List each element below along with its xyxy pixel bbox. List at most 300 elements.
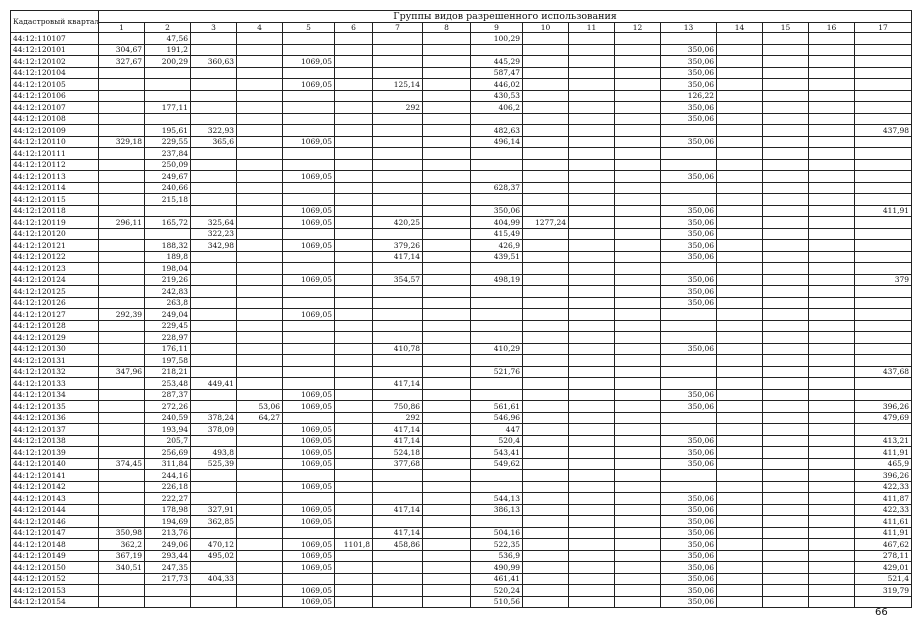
value-cell-group-17: 411,91 <box>855 447 912 459</box>
value-cell-group-5 <box>283 228 335 240</box>
value-cell-group-6 <box>335 309 373 321</box>
value-cell-group-6 <box>335 343 373 355</box>
value-cell-group-13: 350,06 <box>661 297 717 309</box>
value-cell-group-16 <box>809 470 855 482</box>
value-cell-group-10 <box>523 240 569 252</box>
table-row <box>11 355 912 367</box>
value-cell-group-12 <box>615 481 661 493</box>
value-cell-group-13: 350,06 <box>661 205 717 217</box>
value-cell-group-9: 350,06 <box>471 205 523 217</box>
value-cell-group-10 <box>523 79 569 91</box>
group-number-10: 10 <box>523 23 569 33</box>
value-cell-group-15 <box>763 125 809 137</box>
value-cell-group-3 <box>191 171 237 183</box>
value-cell-group-7 <box>373 148 423 160</box>
value-cell-group-3 <box>191 309 237 321</box>
value-cell-group-7 <box>373 332 423 344</box>
value-cell-group-13: 350,06 <box>661 562 717 574</box>
value-cell-group-8 <box>423 136 471 148</box>
value-cell-group-13: 350,06 <box>661 389 717 401</box>
table-row <box>11 366 912 378</box>
value-cell-group-1 <box>99 401 145 413</box>
value-cell-group-14 <box>717 67 763 79</box>
value-cell-group-3 <box>191 274 237 286</box>
value-cell-group-6 <box>335 136 373 148</box>
value-cell-group-7 <box>373 159 423 171</box>
value-cell-group-3: 322,93 <box>191 125 237 137</box>
cadastral-value-table <box>10 10 912 608</box>
value-cell-group-12 <box>615 389 661 401</box>
value-cell-group-8 <box>423 148 471 160</box>
table-row <box>11 148 912 160</box>
value-cell-group-16 <box>809 194 855 206</box>
value-cell-group-3 <box>191 366 237 378</box>
value-cell-group-7 <box>373 228 423 240</box>
value-cell-group-4 <box>237 240 283 252</box>
value-cell-group-3 <box>191 113 237 125</box>
value-cell-group-12 <box>615 251 661 263</box>
value-cell-group-1 <box>99 159 145 171</box>
value-cell-group-10 <box>523 401 569 413</box>
quarter-cell: 44:12:120101 <box>11 44 99 56</box>
value-cell-group-9: 510,56 <box>471 596 523 608</box>
quarter-cell: 44:12:120108 <box>11 113 99 125</box>
value-cell-group-10 <box>523 182 569 194</box>
value-cell-group-13 <box>661 182 717 194</box>
value-cell-group-5: 1069,05 <box>283 309 335 321</box>
value-cell-group-5 <box>283 113 335 125</box>
value-cell-group-9 <box>471 332 523 344</box>
value-cell-group-3 <box>191 493 237 505</box>
value-cell-group-7 <box>373 90 423 102</box>
value-cell-group-15 <box>763 343 809 355</box>
value-cell-group-7 <box>373 389 423 401</box>
value-cell-group-6 <box>335 504 373 516</box>
value-cell-group-17: 411,61 <box>855 516 912 528</box>
table-row <box>11 504 912 516</box>
value-cell-group-2: 240,66 <box>145 182 191 194</box>
value-cell-group-9: 536,9 <box>471 550 523 562</box>
value-cell-group-1 <box>99 274 145 286</box>
table-row <box>11 481 912 493</box>
value-cell-group-11 <box>569 424 615 436</box>
value-cell-group-1: 327,67 <box>99 56 145 68</box>
value-cell-group-15 <box>763 585 809 597</box>
value-cell-group-17 <box>855 251 912 263</box>
value-cell-group-14 <box>717 343 763 355</box>
value-cell-group-4 <box>237 217 283 229</box>
value-cell-group-17 <box>855 33 912 45</box>
value-cell-group-6 <box>335 481 373 493</box>
table-row <box>11 424 912 436</box>
value-cell-group-16 <box>809 458 855 470</box>
value-cell-group-14 <box>717 44 763 56</box>
value-cell-group-6 <box>335 67 373 79</box>
value-cell-group-11 <box>569 332 615 344</box>
value-cell-group-16 <box>809 125 855 137</box>
value-cell-group-16 <box>809 504 855 516</box>
value-cell-group-11 <box>569 366 615 378</box>
quarter-cell: 44:12:120119 <box>11 217 99 229</box>
table-row <box>11 205 912 217</box>
value-cell-group-17 <box>855 332 912 344</box>
value-cell-group-6 <box>335 263 373 275</box>
quarter-cell: 44:12:120124 <box>11 274 99 286</box>
value-cell-group-4 <box>237 297 283 309</box>
value-cell-group-2: 237,84 <box>145 148 191 160</box>
value-cell-group-10 <box>523 309 569 321</box>
value-cell-group-9 <box>471 263 523 275</box>
value-cell-group-7: 417,14 <box>373 424 423 436</box>
value-cell-group-7 <box>373 493 423 505</box>
value-cell-group-14 <box>717 539 763 551</box>
value-cell-group-6 <box>335 516 373 528</box>
quarter-cell: 44:12:120104 <box>11 67 99 79</box>
value-cell-group-9 <box>471 470 523 482</box>
value-cell-group-17: 479,69 <box>855 412 912 424</box>
value-cell-group-13: 350,06 <box>661 435 717 447</box>
value-cell-group-2: 244,16 <box>145 470 191 482</box>
value-cell-group-11 <box>569 44 615 56</box>
value-cell-group-16 <box>809 240 855 252</box>
value-cell-group-8 <box>423 79 471 91</box>
value-cell-group-8 <box>423 424 471 436</box>
value-cell-group-11 <box>569 343 615 355</box>
value-cell-group-5: 1069,05 <box>283 516 335 528</box>
value-cell-group-15 <box>763 171 809 183</box>
table-row <box>11 159 912 171</box>
value-cell-group-13 <box>661 309 717 321</box>
value-cell-group-16 <box>809 251 855 263</box>
value-cell-group-14 <box>717 424 763 436</box>
value-cell-group-8 <box>423 90 471 102</box>
value-cell-group-17 <box>855 90 912 102</box>
value-cell-group-17: 422,33 <box>855 504 912 516</box>
value-cell-group-10 <box>523 263 569 275</box>
value-cell-group-17: 467,62 <box>855 539 912 551</box>
value-cell-group-5 <box>283 320 335 332</box>
value-cell-group-8 <box>423 309 471 321</box>
value-cell-group-9: 490,99 <box>471 562 523 574</box>
quarter-cell: 44:12:120152 <box>11 573 99 585</box>
value-cell-group-16 <box>809 424 855 436</box>
table-row <box>11 102 912 114</box>
value-cell-group-16 <box>809 171 855 183</box>
value-cell-group-16 <box>809 33 855 45</box>
value-cell-group-16 <box>809 355 855 367</box>
value-cell-group-10 <box>523 205 569 217</box>
value-cell-group-7 <box>373 470 423 482</box>
value-cell-group-12 <box>615 263 661 275</box>
value-cell-group-13: 350,06 <box>661 539 717 551</box>
value-cell-group-6 <box>335 435 373 447</box>
table-row <box>11 286 912 298</box>
value-cell-group-16 <box>809 493 855 505</box>
value-cell-group-15 <box>763 102 809 114</box>
value-cell-group-10 <box>523 493 569 505</box>
value-cell-group-8 <box>423 343 471 355</box>
value-cell-group-8 <box>423 378 471 390</box>
value-cell-group-5: 1069,05 <box>283 79 335 91</box>
value-cell-group-7: 379,26 <box>373 240 423 252</box>
value-cell-group-1 <box>99 297 145 309</box>
value-cell-group-10 <box>523 504 569 516</box>
value-cell-group-12 <box>615 240 661 252</box>
value-cell-group-16 <box>809 217 855 229</box>
value-cell-group-2: 205,7 <box>145 435 191 447</box>
value-cell-group-13 <box>661 355 717 367</box>
value-cell-group-13: 126,22 <box>661 90 717 102</box>
value-cell-group-8 <box>423 263 471 275</box>
value-cell-group-5 <box>283 343 335 355</box>
value-cell-group-10 <box>523 159 569 171</box>
value-cell-group-7: 458,86 <box>373 539 423 551</box>
value-cell-group-17 <box>855 286 912 298</box>
value-cell-group-11 <box>569 205 615 217</box>
value-cell-group-9: 549,62 <box>471 458 523 470</box>
value-cell-group-11 <box>569 412 615 424</box>
value-cell-group-10 <box>523 585 569 597</box>
value-cell-group-1 <box>99 596 145 608</box>
value-cell-group-8 <box>423 286 471 298</box>
value-cell-group-1 <box>99 516 145 528</box>
value-cell-group-4 <box>237 481 283 493</box>
value-cell-group-13: 350,06 <box>661 113 717 125</box>
value-cell-group-15 <box>763 44 809 56</box>
value-cell-group-5 <box>283 355 335 367</box>
value-cell-group-14 <box>717 470 763 482</box>
value-cell-group-3: 493,8 <box>191 447 237 459</box>
value-cell-group-12 <box>615 44 661 56</box>
value-cell-group-13 <box>661 424 717 436</box>
value-cell-group-17 <box>855 263 912 275</box>
value-cell-group-14 <box>717 182 763 194</box>
value-cell-group-9: 520,24 <box>471 585 523 597</box>
value-cell-group-12 <box>615 125 661 137</box>
quarter-cell: 44:12:120128 <box>11 320 99 332</box>
value-cell-group-9: 496,14 <box>471 136 523 148</box>
value-cell-group-16 <box>809 263 855 275</box>
value-cell-group-1: 292,39 <box>99 309 145 321</box>
value-cell-group-1 <box>99 263 145 275</box>
value-cell-group-10 <box>523 56 569 68</box>
value-cell-group-7 <box>373 44 423 56</box>
table-row <box>11 44 912 56</box>
value-cell-group-3 <box>191 159 237 171</box>
value-cell-group-1: 304,67 <box>99 44 145 56</box>
value-cell-group-10 <box>523 113 569 125</box>
value-cell-group-10 <box>523 378 569 390</box>
value-cell-group-1 <box>99 435 145 447</box>
value-cell-group-8 <box>423 596 471 608</box>
value-cell-group-2 <box>145 205 191 217</box>
table-row <box>11 228 912 240</box>
value-cell-group-8 <box>423 102 471 114</box>
value-cell-group-17 <box>855 228 912 240</box>
value-cell-group-11 <box>569 320 615 332</box>
value-cell-group-9 <box>471 159 523 171</box>
value-cell-group-10 <box>523 148 569 160</box>
value-cell-group-12 <box>615 447 661 459</box>
value-cell-group-17 <box>855 113 912 125</box>
value-cell-group-16 <box>809 447 855 459</box>
value-cell-group-4 <box>237 205 283 217</box>
value-cell-group-3 <box>191 205 237 217</box>
value-cell-group-14 <box>717 125 763 137</box>
value-cell-group-14 <box>717 401 763 413</box>
value-cell-group-11 <box>569 458 615 470</box>
value-cell-group-6 <box>335 573 373 585</box>
value-cell-group-8 <box>423 573 471 585</box>
value-cell-group-3 <box>191 585 237 597</box>
value-cell-group-12 <box>615 228 661 240</box>
group-number-7: 7 <box>373 23 423 33</box>
value-cell-group-6 <box>335 113 373 125</box>
group-number-14: 14 <box>717 23 763 33</box>
value-cell-group-3: 470,12 <box>191 539 237 551</box>
value-cell-group-14 <box>717 332 763 344</box>
value-cell-group-12 <box>615 332 661 344</box>
value-cell-group-14 <box>717 309 763 321</box>
value-cell-group-9 <box>471 194 523 206</box>
value-cell-group-11 <box>569 240 615 252</box>
value-cell-group-10 <box>523 355 569 367</box>
value-cell-group-3 <box>191 320 237 332</box>
value-cell-group-4 <box>237 320 283 332</box>
value-cell-group-17 <box>855 44 912 56</box>
value-cell-group-4 <box>237 286 283 298</box>
table-row <box>11 573 912 585</box>
value-cell-group-7 <box>373 286 423 298</box>
value-cell-group-3 <box>191 33 237 45</box>
value-cell-group-16 <box>809 159 855 171</box>
value-cell-group-8 <box>423 401 471 413</box>
value-cell-group-15 <box>763 539 809 551</box>
value-cell-group-9 <box>471 320 523 332</box>
value-cell-group-15 <box>763 136 809 148</box>
table-row <box>11 447 912 459</box>
value-cell-group-8 <box>423 366 471 378</box>
value-cell-group-9: 404,99 <box>471 217 523 229</box>
table-row <box>11 550 912 562</box>
value-cell-group-14 <box>717 504 763 516</box>
value-cell-group-7: 410,78 <box>373 343 423 355</box>
value-cell-group-13 <box>661 125 717 137</box>
quarter-cell: 44:12:120150 <box>11 562 99 574</box>
value-cell-group-15 <box>763 412 809 424</box>
value-cell-group-1 <box>99 182 145 194</box>
value-cell-group-6 <box>335 274 373 286</box>
value-cell-group-4 <box>237 435 283 447</box>
value-cell-group-11 <box>569 217 615 229</box>
value-cell-group-13: 350,06 <box>661 550 717 562</box>
quarter-cell: 44:12:120131 <box>11 355 99 367</box>
value-cell-group-5: 1069,05 <box>283 447 335 459</box>
value-cell-group-4 <box>237 573 283 585</box>
value-cell-group-9: 504,16 <box>471 527 523 539</box>
value-cell-group-15 <box>763 90 809 102</box>
value-cell-group-5: 1069,05 <box>283 585 335 597</box>
value-cell-group-12 <box>615 286 661 298</box>
value-cell-group-12 <box>615 366 661 378</box>
value-cell-group-5 <box>283 332 335 344</box>
value-cell-group-6 <box>335 389 373 401</box>
value-cell-group-7: 125,14 <box>373 79 423 91</box>
value-cell-group-16 <box>809 286 855 298</box>
value-cell-group-10 <box>523 550 569 562</box>
value-cell-group-7 <box>373 366 423 378</box>
value-cell-group-14 <box>717 596 763 608</box>
value-cell-group-2: 287,37 <box>145 389 191 401</box>
value-cell-group-7 <box>373 516 423 528</box>
value-cell-group-16 <box>809 573 855 585</box>
value-cell-group-11 <box>569 562 615 574</box>
value-cell-group-8 <box>423 585 471 597</box>
value-cell-group-11 <box>569 378 615 390</box>
value-cell-group-8 <box>423 447 471 459</box>
value-cell-group-14 <box>717 113 763 125</box>
quarter-cell: 44:12:120115 <box>11 194 99 206</box>
table-row <box>11 194 912 206</box>
value-cell-group-4: 53,06 <box>237 401 283 413</box>
value-cell-group-5 <box>283 159 335 171</box>
value-cell-group-2: 188,32 <box>145 240 191 252</box>
value-cell-group-15 <box>763 435 809 447</box>
value-cell-group-16 <box>809 389 855 401</box>
value-cell-group-2: 177,11 <box>145 102 191 114</box>
value-cell-group-12 <box>615 596 661 608</box>
value-cell-group-1 <box>99 412 145 424</box>
value-cell-group-14 <box>717 562 763 574</box>
value-cell-group-14 <box>717 102 763 114</box>
quarter-cell: 44:12:120138 <box>11 435 99 447</box>
value-cell-group-15 <box>763 182 809 194</box>
value-cell-group-1 <box>99 424 145 436</box>
value-cell-group-13 <box>661 263 717 275</box>
value-cell-group-11 <box>569 596 615 608</box>
value-cell-group-4 <box>237 378 283 390</box>
group-number-3: 3 <box>191 23 237 33</box>
value-cell-group-8 <box>423 251 471 263</box>
value-cell-group-5: 1069,05 <box>283 562 335 574</box>
table-row <box>11 585 912 597</box>
quarter-cell: 44:12:120146 <box>11 516 99 528</box>
value-cell-group-10 <box>523 343 569 355</box>
value-cell-group-1: 374,45 <box>99 458 145 470</box>
value-cell-group-4 <box>237 447 283 459</box>
value-cell-group-10 <box>523 274 569 286</box>
value-cell-group-4 <box>237 102 283 114</box>
value-cell-group-4 <box>237 171 283 183</box>
value-cell-group-6 <box>335 332 373 344</box>
value-cell-group-13 <box>661 366 717 378</box>
value-cell-group-6 <box>335 33 373 45</box>
value-cell-group-5 <box>283 286 335 298</box>
value-cell-group-3 <box>191 389 237 401</box>
value-cell-group-9: 520,4 <box>471 435 523 447</box>
value-cell-group-12 <box>615 493 661 505</box>
value-cell-group-2: 311,84 <box>145 458 191 470</box>
value-cell-group-13: 350,06 <box>661 516 717 528</box>
value-cell-group-10 <box>523 447 569 459</box>
table-row <box>11 240 912 252</box>
value-cell-group-7 <box>373 585 423 597</box>
quarter-cell: 44:12:120134 <box>11 389 99 401</box>
value-cell-group-4 <box>237 125 283 137</box>
value-cell-group-15 <box>763 596 809 608</box>
value-cell-group-14 <box>717 355 763 367</box>
value-cell-group-13: 350,06 <box>661 171 717 183</box>
